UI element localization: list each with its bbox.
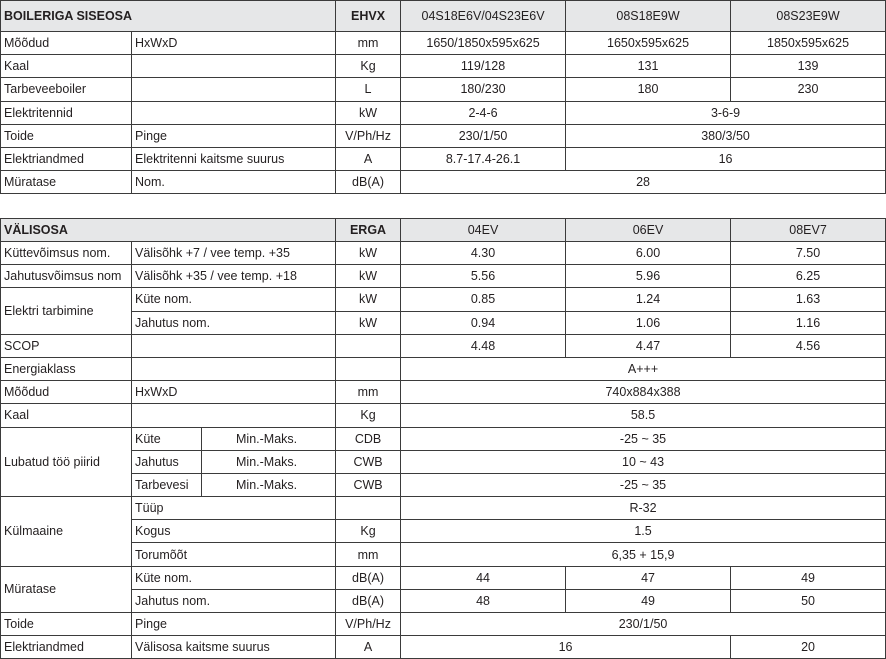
- cell-value: 8.7-17.4-26.1: [401, 147, 566, 170]
- row-unit: dB(A): [336, 171, 401, 194]
- outdoor-model: ERGA: [336, 219, 401, 242]
- indoor-model: EHVX: [336, 1, 401, 32]
- row-sublabel: Nom.: [132, 171, 336, 194]
- cell-value: 48: [401, 589, 566, 612]
- outdoor-spec-table: [0, 218, 886, 659]
- table-row: [1, 589, 886, 612]
- row-minmax: Min.-Maks.: [202, 473, 336, 496]
- row-label: Küttevõimsus nom.: [1, 242, 132, 265]
- cell-value: 1.24: [566, 288, 731, 311]
- cell-value: 20: [731, 636, 886, 659]
- cell-value: 4.47: [566, 334, 731, 357]
- row-sublabel: Jahutus: [132, 450, 202, 473]
- row-minmax: Min.-Maks.: [202, 450, 336, 473]
- row-sublabel: HxWxD: [132, 381, 336, 404]
- cell-value: 47: [566, 566, 731, 589]
- cell-value: 2-4-6: [401, 101, 566, 124]
- table-row: [1, 334, 886, 357]
- row-sublabel: Jahutus nom.: [132, 311, 336, 334]
- cell-value: 4.56: [731, 334, 886, 357]
- outdoor-col-1: 04EV: [401, 219, 566, 242]
- row-label: Külmaaine: [1, 497, 132, 567]
- cell-value: 230: [731, 78, 886, 101]
- cell-value: 0.85: [401, 288, 566, 311]
- row-unit: kW: [336, 288, 401, 311]
- cell-value: 1.16: [731, 311, 886, 334]
- row-sublabel: Tüüp: [132, 497, 336, 520]
- table-row: [1, 543, 886, 566]
- row-unit: mm: [336, 543, 401, 566]
- cell-value: 58.5: [401, 404, 886, 427]
- row-unit: CWB: [336, 450, 401, 473]
- table-row: [1, 636, 886, 659]
- outdoor-col-3: 08EV7: [731, 219, 886, 242]
- row-unit: A: [336, 147, 401, 170]
- row-label: Tarbeveeboiler: [1, 78, 132, 101]
- indoor-col-2: 08S18E9W: [566, 1, 731, 32]
- row-label: Mõõdud: [1, 381, 132, 404]
- cell-value: 16: [566, 147, 886, 170]
- row-sublabel: Torumõõt: [132, 543, 336, 566]
- row-unit: mm: [336, 381, 401, 404]
- cell-value: -25 ~ 35: [401, 427, 886, 450]
- row-unit: L: [336, 78, 401, 101]
- row-sublabel: Jahutus nom.: [132, 589, 336, 612]
- table-row: [1, 497, 886, 520]
- table-row: [1, 288, 886, 311]
- row-label: Toide: [1, 613, 132, 636]
- cell-value: 44: [401, 566, 566, 589]
- cell-value: 16: [401, 636, 731, 659]
- outdoor-header-row: [1, 219, 886, 242]
- row-unit: mm: [336, 32, 401, 55]
- row-unit: Kg: [336, 404, 401, 427]
- row-sublabel: Elektritenni kaitsme suurus: [132, 147, 336, 170]
- table-row: [1, 450, 886, 473]
- table-row: [1, 404, 886, 427]
- row-sublabel: Välisõhk +7 / vee temp. +35: [132, 242, 336, 265]
- table-row: [1, 381, 886, 404]
- cell-value: 380/3/50: [566, 124, 886, 147]
- table-row: [1, 427, 886, 450]
- row-sublabel: HxWxD: [132, 32, 336, 55]
- cell-value: 49: [731, 566, 886, 589]
- row-sublabel: Pinge: [132, 124, 336, 147]
- row-label: SCOP: [1, 334, 132, 357]
- row-label: Lubatud töö piirid: [1, 427, 132, 497]
- cell-value: 50: [731, 589, 886, 612]
- table-row: [1, 566, 886, 589]
- cell-value: 740x884x388: [401, 381, 886, 404]
- row-label: Müratase: [1, 171, 132, 194]
- row-unit: Kg: [336, 55, 401, 78]
- cell-value: 4.48: [401, 334, 566, 357]
- row-label: Kaal: [1, 55, 132, 78]
- row-minmax: Min.-Maks.: [202, 427, 336, 450]
- row-unit: kW: [336, 242, 401, 265]
- indoor-header-row: [1, 1, 886, 32]
- indoor-col-3: 08S23E9W: [731, 1, 886, 32]
- row-label: Kaal: [1, 404, 132, 427]
- table-row: [1, 78, 886, 101]
- cell-value: 5.96: [566, 265, 731, 288]
- cell-value: 6.25: [731, 265, 886, 288]
- cell-value: 180/230: [401, 78, 566, 101]
- cell-value: 1.63: [731, 288, 886, 311]
- outdoor-title: VÄLISOSA: [1, 219, 336, 242]
- row-sublabel: Küte nom.: [132, 288, 336, 311]
- row-unit: kW: [336, 265, 401, 288]
- cell-value: 6.00: [566, 242, 731, 265]
- cell-value: 4.30: [401, 242, 566, 265]
- cell-value: 10 ~ 43: [401, 450, 886, 473]
- table-row: [1, 171, 886, 194]
- cell-value: 28: [401, 171, 886, 194]
- table-row: [1, 520, 886, 543]
- cell-value: 230/1/50: [401, 613, 886, 636]
- cell-value: 49: [566, 589, 731, 612]
- indoor-title: BOILERIGA SISEOSA: [1, 1, 336, 32]
- table-row: [1, 357, 886, 380]
- cell-value: 1850x595x625: [731, 32, 886, 55]
- cell-value: 131: [566, 55, 731, 78]
- row-unit: kW: [336, 311, 401, 334]
- row-label: Mõõdud: [1, 32, 132, 55]
- row-label: Jahutusvõimsus nom: [1, 265, 132, 288]
- row-label: Elektriandmed: [1, 636, 132, 659]
- row-label: Elektritennid: [1, 101, 132, 124]
- row-unit: A: [336, 636, 401, 659]
- table-row: [1, 32, 886, 55]
- cell-value: R-32: [401, 497, 886, 520]
- table-row: [1, 242, 886, 265]
- table-row: [1, 473, 886, 496]
- row-label: Energiaklass: [1, 357, 132, 380]
- row-sublabel: Küte: [132, 427, 202, 450]
- table-row: [1, 311, 886, 334]
- cell-value: 3-6-9: [566, 101, 886, 124]
- cell-value: 1.5: [401, 520, 886, 543]
- cell-value: 139: [731, 55, 886, 78]
- cell-value: 1650x595x625: [566, 32, 731, 55]
- cell-value: 1650/1850x595x625: [401, 32, 566, 55]
- row-unit: dB(A): [336, 566, 401, 589]
- row-sublabel: Välisosa kaitsme suurus: [132, 636, 336, 659]
- row-label: Toide: [1, 124, 132, 147]
- row-label: Elektri tarbimine: [1, 288, 132, 334]
- table-row: [1, 101, 886, 124]
- cell-value: 7.50: [731, 242, 886, 265]
- row-sublabel: Pinge: [132, 613, 336, 636]
- row-label: Elektriandmed: [1, 147, 132, 170]
- row-sublabel: Tarbevesi: [132, 473, 202, 496]
- cell-value: 230/1/50: [401, 124, 566, 147]
- row-unit: kW: [336, 101, 401, 124]
- cell-value: 119/128: [401, 55, 566, 78]
- row-unit: dB(A): [336, 589, 401, 612]
- row-sublabel: Kogus: [132, 520, 336, 543]
- table-row: [1, 55, 886, 78]
- cell-value: 6,35 + 15,9: [401, 543, 886, 566]
- cell-value: 0.94: [401, 311, 566, 334]
- row-sublabel: Küte nom.: [132, 566, 336, 589]
- outdoor-col-2: 06EV: [566, 219, 731, 242]
- row-unit: CDB: [336, 427, 401, 450]
- cell-value: 1.06: [566, 311, 731, 334]
- row-sublabel: Välisõhk +35 / vee temp. +18: [132, 265, 336, 288]
- row-label: Müratase: [1, 566, 132, 612]
- row-unit: V/Ph/Hz: [336, 124, 401, 147]
- cell-value: A+++: [401, 357, 886, 380]
- table-row: [1, 265, 886, 288]
- cell-value: 180: [566, 78, 731, 101]
- cell-value: -25 ~ 35: [401, 473, 886, 496]
- row-unit: Kg: [336, 520, 401, 543]
- indoor-col-1: 04S18E6V/04S23E6V: [401, 1, 566, 32]
- table-row: [1, 124, 886, 147]
- cell-value: 5.56: [401, 265, 566, 288]
- table-row: [1, 613, 886, 636]
- row-unit: V/Ph/Hz: [336, 613, 401, 636]
- table-row: [1, 147, 886, 170]
- indoor-spec-table: [0, 0, 886, 194]
- row-unit: CWB: [336, 473, 401, 496]
